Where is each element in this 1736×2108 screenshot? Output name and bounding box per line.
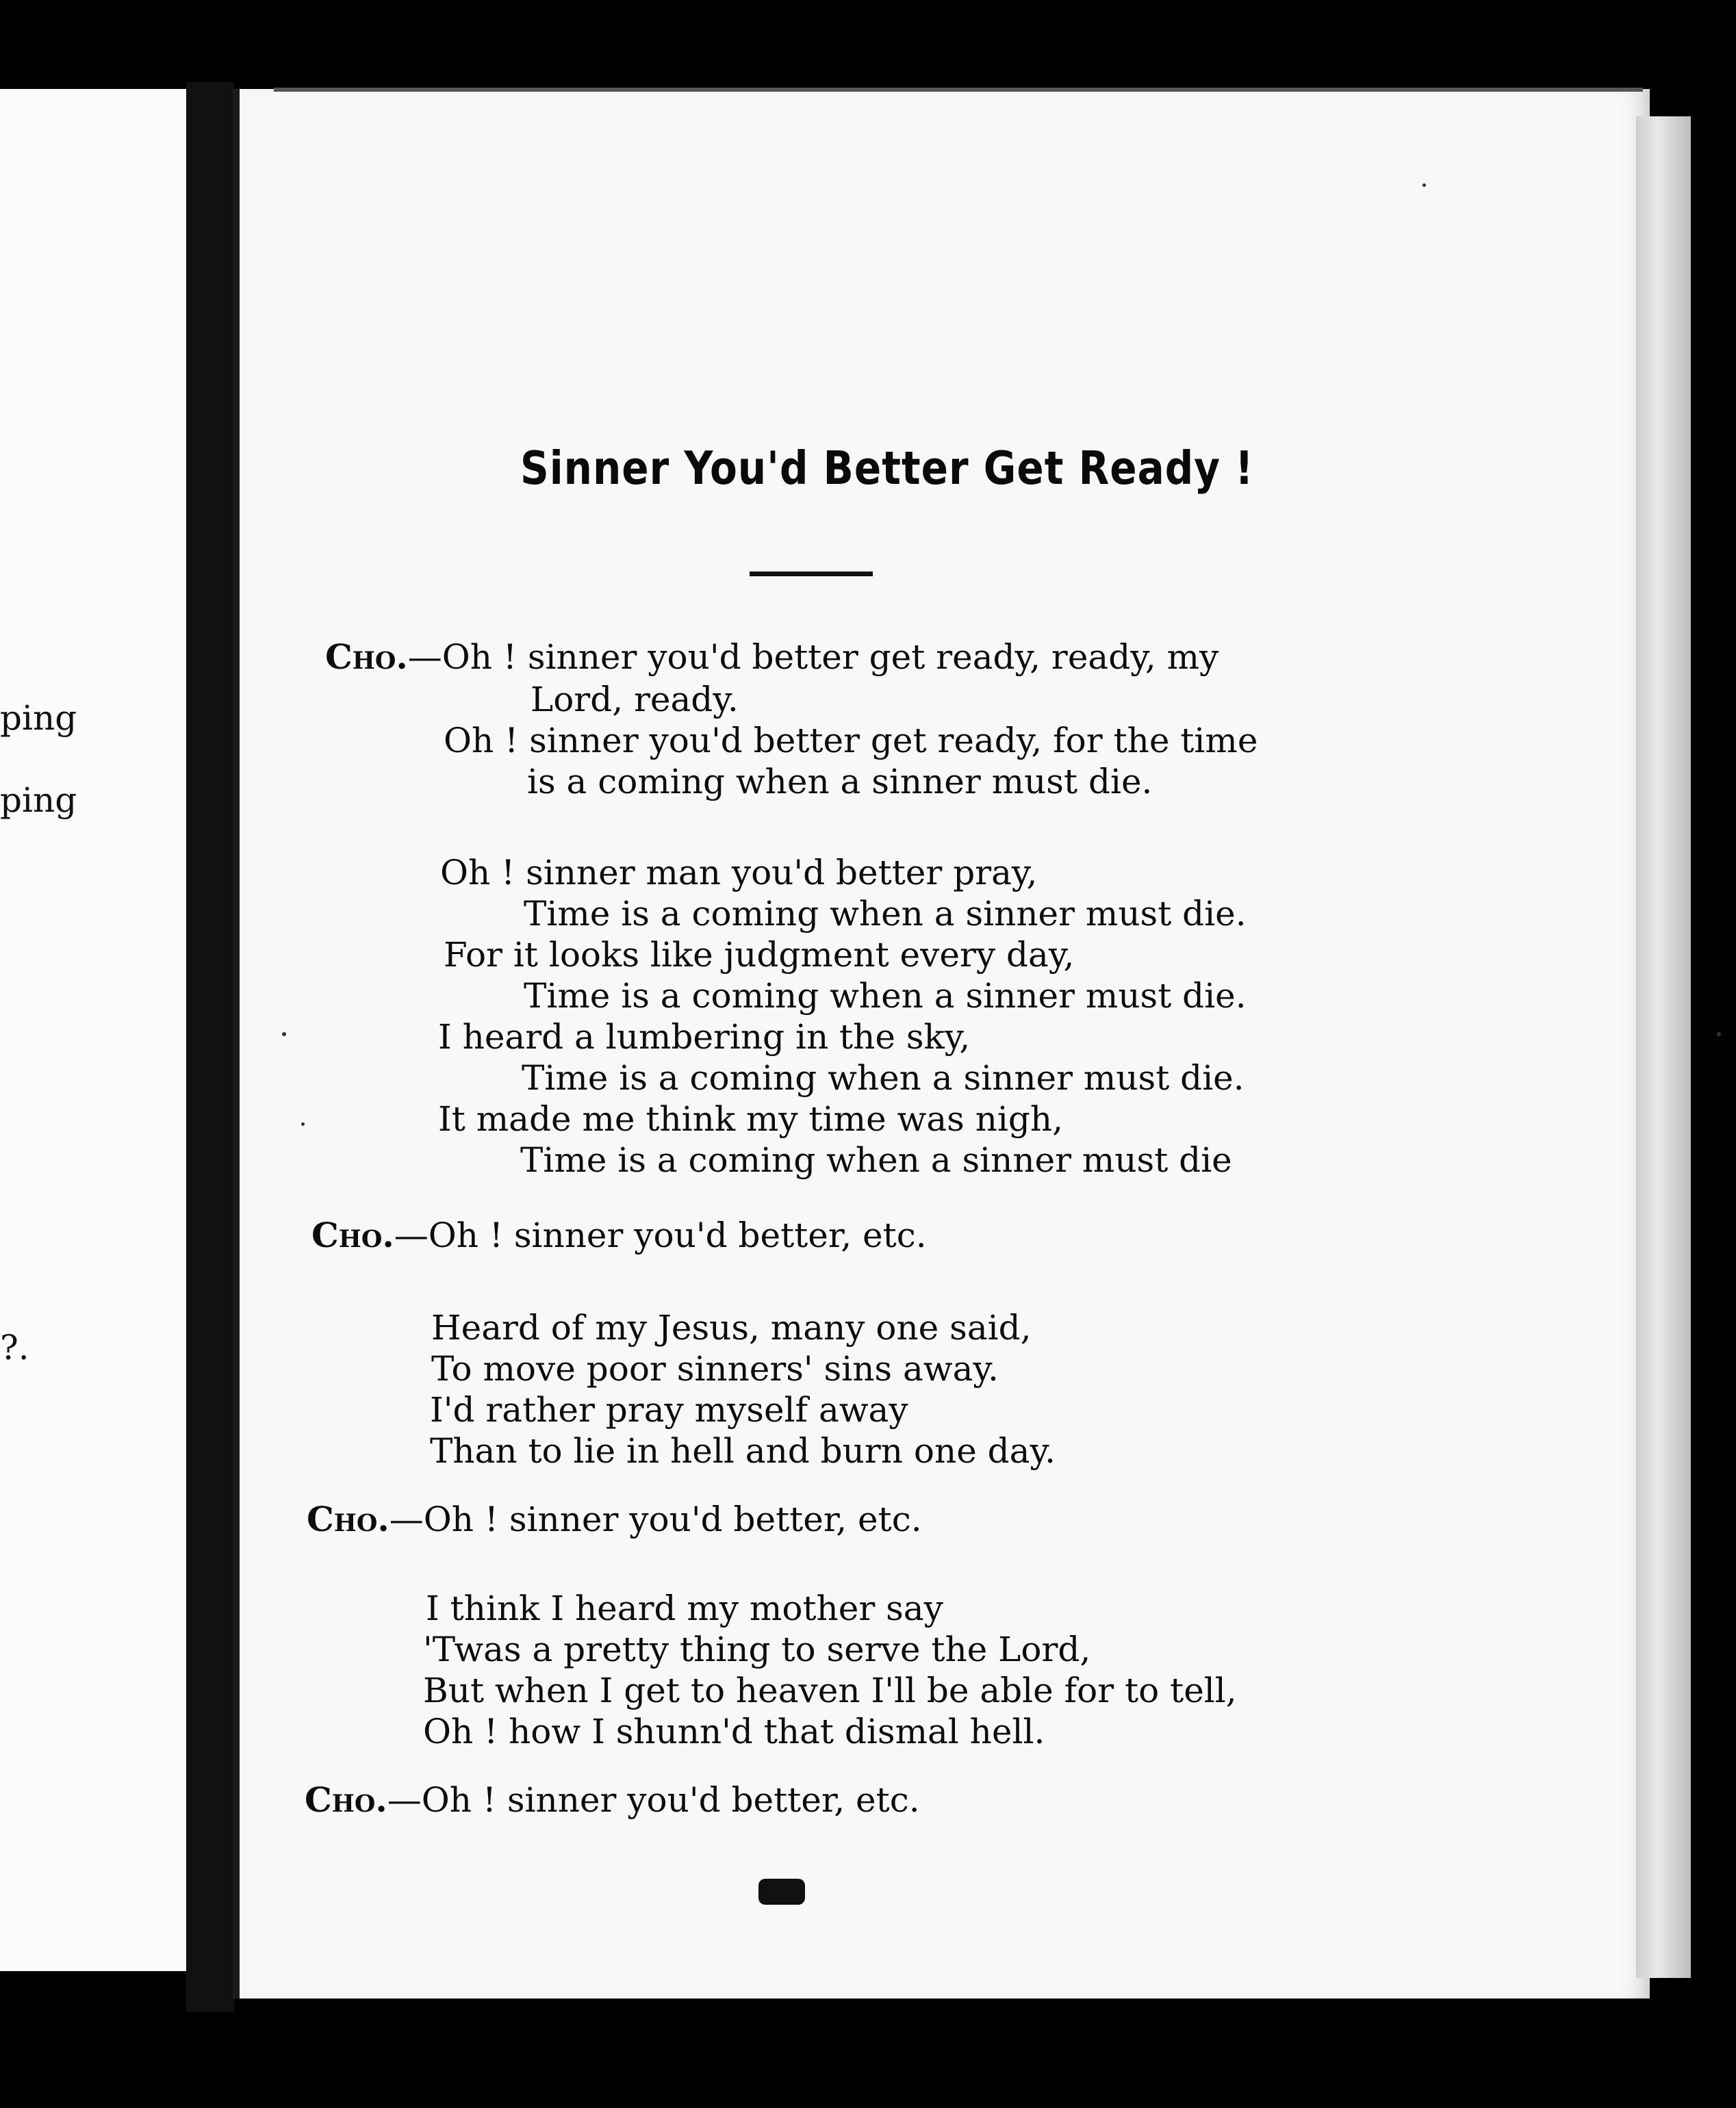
left-page-text-fragment: ping xyxy=(0,780,77,820)
print-speck xyxy=(301,1122,305,1126)
chorus-reference xyxy=(305,1779,920,1820)
verse-line: But when I get to heaven I'll be able for to tell, xyxy=(423,1671,1237,1710)
left-page-text-fragment: ping xyxy=(0,698,77,738)
verse-line: Oh ! sinner man you'd better pray, xyxy=(440,853,1038,892)
chorus-label: Cho. xyxy=(325,637,408,677)
verse-line: Than to lie in hell and burn one day. xyxy=(430,1431,1056,1471)
chorus-reference xyxy=(307,1499,922,1539)
page-edge xyxy=(1636,116,1691,1978)
print-speck xyxy=(282,1032,286,1036)
verse-refrain-line: Time is a coming when a sinner must die. xyxy=(524,976,1247,1016)
chorus-line: is a coming when a sinner must die. xyxy=(527,762,1153,801)
print-speck xyxy=(1422,183,1426,187)
verse-refrain-line: Time is a coming when a sinner must die. xyxy=(524,894,1247,934)
verse-line: For it looks like judgment every day, xyxy=(444,935,1075,975)
verse-line: It made me think my time was nigh, xyxy=(438,1099,1064,1139)
chorus-label: Cho. xyxy=(311,1215,394,1255)
verse-line: I think I heard my mother say xyxy=(426,1589,943,1628)
verse-line: Heard of my Jesus, many one said, xyxy=(431,1308,1032,1348)
chorus-text: —Oh ! sinner you'd better get ready, ready, my xyxy=(407,637,1219,677)
verse-line: I'd rather pray myself away xyxy=(430,1390,908,1430)
left-page-text-fragment: ?. xyxy=(0,1328,29,1367)
verse-line: 'Twas a pretty thing to serve the Lord, xyxy=(423,1630,1091,1669)
song-title: Sinner You'd Better Get Ready ! xyxy=(520,441,1254,496)
page-ornament xyxy=(758,1879,805,1905)
chorus-line: Lord, ready. xyxy=(531,680,739,719)
book-gutter xyxy=(186,82,234,2012)
verse-refrain-line: Time is a coming when a sinner must die. xyxy=(522,1058,1244,1098)
verse-line: To move poor sinners' sins away. xyxy=(431,1349,999,1389)
verse-line: I heard a lumbering in the sky, xyxy=(438,1017,971,1057)
print-speck xyxy=(1717,1032,1721,1036)
page-top-border xyxy=(274,88,1643,92)
verse-line: Oh ! how I shunn'd that dismal hell. xyxy=(423,1712,1045,1751)
previous-page-fragment xyxy=(0,89,189,1971)
chorus-label: Cho. xyxy=(307,1499,390,1539)
chorus-reference-text: —Oh ! sinner you'd better, etc. xyxy=(394,1216,927,1255)
title-divider xyxy=(750,571,873,576)
chorus-line xyxy=(325,637,1219,677)
chorus-reference-text: —Oh ! sinner you'd better, etc. xyxy=(389,1500,922,1539)
chorus-line: Oh ! sinner you'd better get ready, for the time xyxy=(444,721,1258,760)
chorus-reference-text: —Oh ! sinner you'd better, etc. xyxy=(387,1780,920,1820)
verse-refrain-line: Time is a coming when a sinner must die xyxy=(520,1140,1232,1180)
chorus-label: Cho. xyxy=(305,1779,387,1820)
chorus-reference xyxy=(311,1215,927,1255)
